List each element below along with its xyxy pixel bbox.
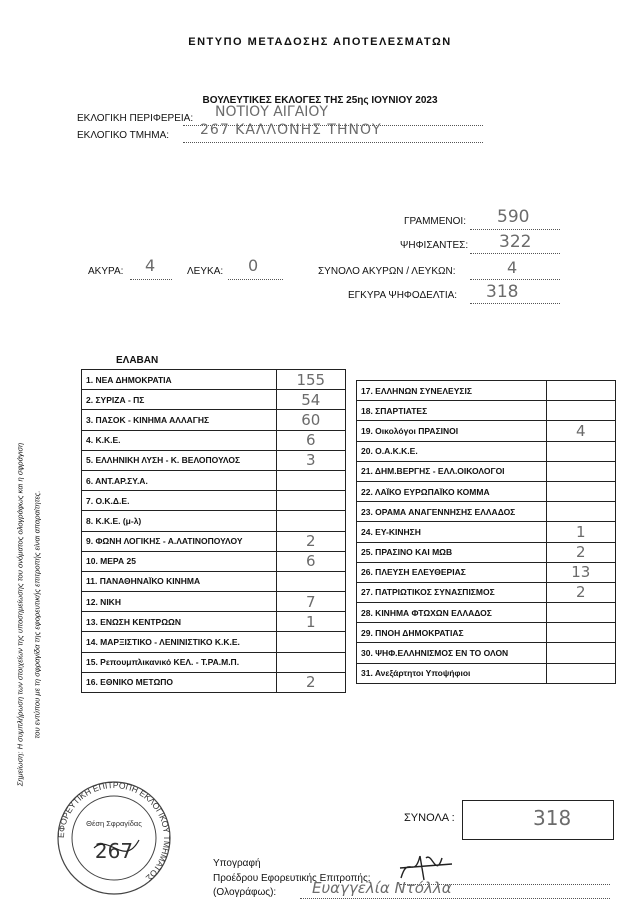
party-row [357, 481, 616, 501]
invalid-blank-value: 4 [507, 258, 518, 277]
party-votes: 2 [546, 582, 615, 602]
party-row [357, 441, 616, 461]
party-row [82, 612, 346, 632]
party-name: 19. Οικολόγοι ΠΡΑΣΙΝΟΙ [357, 421, 547, 441]
party-votes [546, 401, 615, 421]
stamp-center-text: Θέση Σφραγίδας [86, 819, 142, 828]
district-value: ΝΟΤΙΟΥ ΑΙΓΑΙΟΥ [215, 104, 328, 120]
party-votes: 4 [546, 421, 615, 441]
election-title: ΒΟΥΛΕΥΤΙΚΕΣ ΕΚΛΟΓΕΣ ΤΗΣ 25ης ΙΟΥΝΙΟΥ 2023 [202, 95, 438, 106]
name-underline [300, 898, 610, 899]
party-row [357, 663, 616, 683]
party-row [82, 491, 346, 511]
registered-label: ΓΡΑΜΜΕΝΟΙ: [404, 216, 466, 227]
party-name: 3. ΠΑΣΟΚ - ΚΙΝΗΜΑ ΑΛΛΑΓΗΣ [82, 410, 277, 430]
party-name: 2. ΣΥΡΙΖΑ - ΠΣ [82, 390, 277, 410]
party-votes: 2 [276, 672, 345, 692]
party-row [82, 511, 346, 531]
stamp-number-text: 267 [94, 839, 134, 863]
party-votes [546, 441, 615, 461]
party-row [357, 542, 616, 562]
party-votes [546, 381, 615, 401]
side-note-line-1: Σημείωση: Η συμπλήρωση των στοιχείων της υποσημείωσης του ονόματος ολογράφως και η σφράγιση [15, 442, 25, 787]
party-votes: 3 [276, 450, 345, 470]
party-row [82, 531, 346, 551]
party-row [82, 551, 346, 571]
party-name: 9. ΦΩΝΗ ΛΟΓΙΚΗΣ - Α.ΛΑΤΙΝΟΠΟΥΛΟΥ [82, 531, 277, 551]
signature-line-2: Προέδρου Εφορευτικής Επιτροπής: [213, 873, 371, 884]
party-votes [276, 491, 345, 511]
party-name: 27. ΠΑΤΡΙΩΤΙΚΟΣ ΣΥΝΑΣΠΙΣΜΟΣ [357, 582, 547, 602]
party-row [357, 401, 616, 421]
section-line [183, 142, 483, 143]
party-row [357, 603, 616, 623]
party-row [357, 421, 616, 441]
right-results-table [356, 380, 616, 684]
valid-value: 318 [486, 282, 519, 302]
party-votes: 1 [546, 522, 615, 542]
party-name: 13. ΕΝΩΣΗ ΚΕΝΤΡΩΩΝ [82, 612, 277, 632]
invalid-line [130, 279, 172, 280]
party-votes [276, 652, 345, 672]
party-votes [276, 571, 345, 591]
party-votes: 6 [276, 430, 345, 450]
party-votes: 1 [276, 612, 345, 632]
party-row [357, 502, 616, 522]
party-row [82, 430, 346, 450]
voted-line [470, 253, 560, 254]
party-row [82, 390, 346, 410]
invalid-blank-label: ΣΥΝΟΛΟ ΑΚΥΡΩΝ / ΛΕΥΚΩΝ: [318, 266, 456, 277]
party-row [357, 582, 616, 602]
party-name: 18. ΣΠΑΡΤΙΑΤΕΣ [357, 401, 547, 421]
voted-label: ΨΗΦΙΣΑΝΤΕΣ: [400, 240, 469, 251]
party-name: 21. ΔΗΜ.ΒΕΡΓΗΣ - ΕΛΛ.ΟΙΚΟΛΟΓΟΙ [357, 461, 547, 481]
blank-label: ΛΕΥΚΑ: [187, 266, 224, 277]
party-row [82, 592, 346, 612]
party-votes: 54 [276, 390, 345, 410]
party-name: 25. ΠΡΑΣΙΝΟ ΚΑΙ ΜΩΒ [357, 542, 547, 562]
party-name: 8. Κ.Κ.Ε. (μ-λ) [82, 511, 277, 531]
party-votes: 7 [276, 592, 345, 612]
party-row [82, 370, 346, 390]
section-label: ΕΚΛΟΓΙΚΟ ΤΜΗΜΑ: [77, 130, 170, 141]
party-votes: 6 [276, 551, 345, 571]
district-label: ΕΚΛΟΓΙΚΗ ΠΕΡΙΦΕΡΕΙΑ: [77, 113, 194, 124]
form-title: ΕΝΤΥΠΟ ΜΕΤΑΔΟΣΗΣ ΑΠΟΤΕΛΕΣΜΑΤΩΝ [188, 36, 452, 48]
party-row [357, 461, 616, 481]
registered-line [470, 229, 560, 230]
party-votes: 60 [276, 410, 345, 430]
party-name: 28. ΚΙΝΗΜΑ ΦΤΩΧΩΝ ΕΛΛΑΔΟΣ [357, 603, 547, 623]
party-votes [276, 511, 345, 531]
committee-stamp [54, 778, 174, 898]
party-name: 15. Ρεπουμπλικανικό ΚΕΛ. - Τ.ΡΑ.Μ.Π. [82, 652, 277, 672]
blank-value: 0 [248, 256, 259, 275]
party-name: 12. ΝΙΚΗ [82, 592, 277, 612]
side-note [10, 390, 54, 860]
party-name: 24. ΕΥ-ΚΙΝΗΣΗ [357, 522, 547, 542]
party-name: 22. ΛΑΪΚΟ ΕΥΡΩΠΑΪΚΟ ΚΟΜΜΑ [357, 481, 547, 501]
party-name: 20. Ο.Α.Κ.Κ.Ε. [357, 441, 547, 461]
party-name: 10. ΜΕΡΑ 25 [82, 551, 277, 571]
party-row [82, 652, 346, 672]
signature-line-1: Υπογραφή [213, 858, 261, 869]
registered-value: 590 [497, 207, 530, 227]
svg-text:ΕΦΟΡΕΥΤΙΚΗ ΕΠΙΤΡΟΠΗ ΕΚΛΟΓΙΚΟΥ [56, 780, 172, 883]
voted-value: 322 [499, 232, 532, 252]
party-name: 6. ΑΝΤ.ΑΡ.ΣΥ.Α. [82, 470, 277, 490]
party-votes: 2 [546, 542, 615, 562]
party-row [357, 623, 616, 643]
party-votes [546, 461, 615, 481]
party-votes [546, 623, 615, 643]
party-votes: 13 [546, 562, 615, 582]
invalid-value: 4 [145, 256, 156, 275]
valid-label: ΕΓΚΥΡΑ ΨΗΦΟΔΕΛΤΙΑ: [348, 290, 458, 301]
left-results-table [81, 369, 346, 693]
party-votes [546, 481, 615, 501]
party-name: 17. ΕΛΛΗΝΩΝ ΣΥΝΕΛΕΥΣΙΣ [357, 381, 547, 401]
party-votes [546, 603, 615, 623]
party-row [82, 571, 346, 591]
party-votes: 2 [276, 531, 345, 551]
party-row [82, 470, 346, 490]
section-value: 267 ΚΑΛΛΟΝΗΣ ΤΗΝΟΥ [200, 122, 382, 138]
blank-line [228, 279, 283, 280]
party-name: 30. ΨΗΦ.ΕΛΛΗΝΙΣΜΟΣ ΕΝ ΤΟ ΟΛΟΝ [357, 643, 547, 663]
party-row [357, 643, 616, 663]
party-name: 11. ΠΑΝΑΘΗΝΑΪΚΟ ΚΙΝΗΜΑ [82, 571, 277, 591]
invalid-label: ΑΚΥΡΑ: [88, 266, 124, 277]
grand-total-value: 318 [533, 806, 572, 830]
party-name: 14. ΜΑΡΞΙΣΤΙΚΟ - ΛΕΝΙΝΙΣΤΙΚΟ Κ.Κ.Ε. [82, 632, 277, 652]
party-row [357, 522, 616, 542]
party-votes [276, 470, 345, 490]
stamp-ring-text: ΕΦΟΡΕΥΤΙΚΗ ΕΠΙΤΡΟΠΗ ΕΚΛΟΓΙΚΟΥ ΤΜΗΜΑΤΟΣ [55, 779, 173, 884]
party-name: 29. ΠΝΟΗ ΔΗΜΟΚΡΑΤΙΑΣ [357, 623, 547, 643]
party-name: 23. ΟΡΑΜΑ ΑΝΑΓΕΝΝΗΣΗΣ ΕΛΛΑΔΟΣ [357, 502, 547, 522]
party-name: 5. ΕΛΛΗΝΙΚΗ ΛΥΣΗ - Κ. ΒΕΛΟΠΟΥΛΟΣ [82, 450, 277, 470]
party-row [357, 381, 616, 401]
party-votes [546, 663, 615, 683]
signature-line-3: (Ολογράφως): [213, 887, 277, 898]
stamp-graphic [54, 778, 174, 898]
party-name: 7. Ο.Κ.Δ.Ε. [82, 491, 277, 511]
party-votes [546, 643, 615, 663]
side-note-line-2: του εντύπου με τη σφραγίδα της εφορευτικής επιτροπής είναι απαραίτητες. [32, 490, 42, 739]
party-name: 31. Ανεξάρτητοι Υποψήφιοι [357, 663, 547, 683]
party-name: 26. ΠΛΕΥΣΗ ΕΛΕΥΘΕΡΙΑΣ [357, 562, 547, 582]
received-label: ΕΛΑΒΑΝ [116, 355, 159, 366]
party-row [357, 562, 616, 582]
signature-name: Ευαγγελία Ντόλλα [312, 879, 452, 897]
invalid-blank-line [470, 279, 560, 280]
party-row [82, 450, 346, 470]
party-name: 1. ΝΕΑ ΔΗΜΟΚΡΑΤΙΑ [82, 370, 277, 390]
party-row [82, 632, 346, 652]
party-row [82, 672, 346, 692]
party-votes: 155 [276, 370, 345, 390]
party-row [82, 410, 346, 430]
party-votes [276, 632, 345, 652]
valid-line [470, 303, 560, 304]
party-name: 16. ΕΘΝΙΚΟ ΜΕΤΩΠΟ [82, 672, 277, 692]
grand-total-label: ΣΥΝΟΛΑ : [404, 812, 455, 824]
party-votes [546, 502, 615, 522]
party-name: 4. Κ.Κ.Ε. [82, 430, 277, 450]
